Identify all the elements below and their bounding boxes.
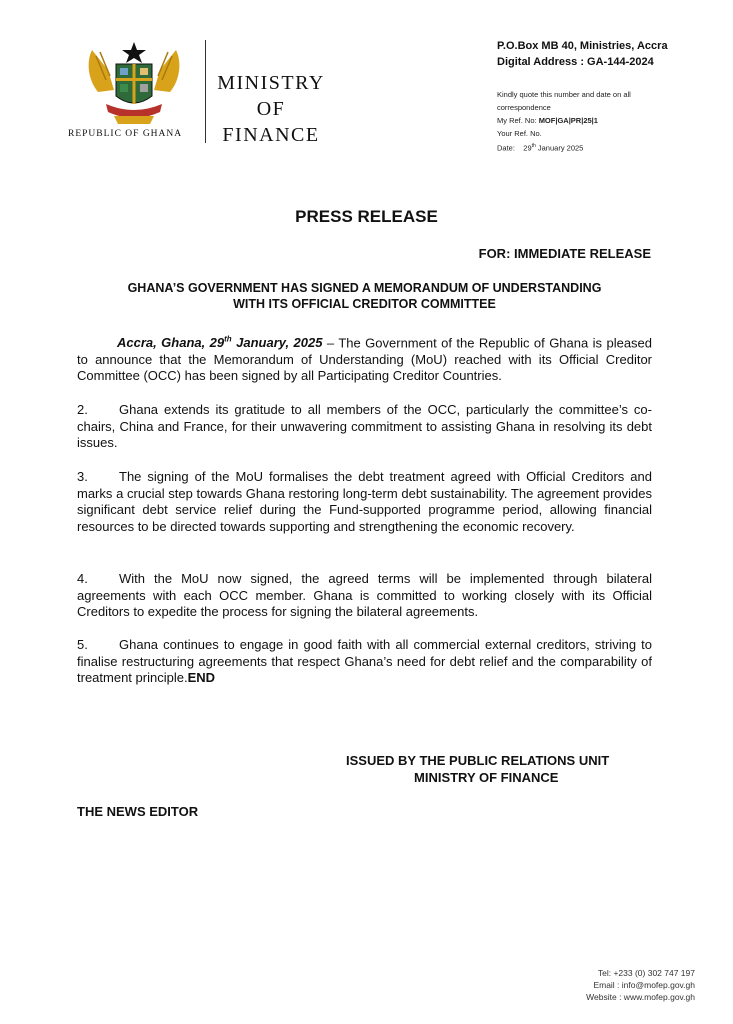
release-instruction: FOR: IMMEDIATE RELEASE [478,246,651,261]
ministry-line-1: MINISTRY [217,72,325,94]
issued-by-line-1: ISSUED BY THE PUBLIC RELATIONS UNIT [346,753,610,768]
ministry-of-finance-wordmark [212,70,330,148]
paragraph-1-text: – The Government of the Republic of Ghana is pleased to announce that the Memorandum of Understanding (MoU) reached with its Official Creditor Committee (OCC) has been signed by all Participating Creditor Countries. [77,335,653,384]
date-line [497,140,631,155]
ministry-line-3: FINANCE [222,124,320,146]
paragraph-4-text: With the MoU now signed, the agreed terms will be implemented through bilateral agreements with each OCC member. Ghana is committed to working closely with its Official Creditors to expedite the process for signing the bilateral agreements. [77,571,652,619]
ministry-line-2: OF [256,98,286,120]
paragraph-3-text: The signing of the MoU formalises the debt treatment agreed with Official Creditors and marks a crucial step towards Ghana restoring long-term debt sustainability. The agreement provides significant debt service relief during the Fund-supported programme period, allowing financial resources to be directed towards supporting and strengthening the economic recovery. [77,469,652,534]
end-marker: END [187,670,216,685]
postal-address [497,38,668,70]
date-day: 29 [523,143,532,153]
my-ref-line [497,114,631,127]
ghana-coat-of-arms-icon [84,40,184,130]
quote-note-1: Kindly quote this number and date on all [497,90,631,99]
paragraph-4-number: 4. [77,571,88,586]
paragraph-5 [77,637,652,687]
paragraph-1 [77,332,652,385]
footer-email: Email : info@mofep.gov.gh [593,980,695,990]
dateline-b: January, 2025 [231,335,323,351]
letterhead-divider [205,40,206,143]
headline-line-1: GHANA’S GOVERNMENT HAS SIGNED A MEMORANDUM OF UNDERSTANDING [127,281,602,295]
address-line-1: P.O.Box MB 40, Ministries, Accra [497,40,668,52]
my-ref-label: My Ref. No: [497,116,537,125]
paragraph-2 [77,402,652,452]
paragraph-4 [77,571,652,621]
dateline-sup: th [224,335,232,344]
dateline [117,335,322,350]
paragraph-3-number: 3. [77,469,88,484]
date-suffix: th [531,143,536,149]
quote-note-2: correspondence [497,103,551,112]
footer-website: Website : www.mofep.gov.gh [586,992,695,1002]
address-line-2: Digital Address : GA-144-2024 [497,56,654,68]
your-ref-label: Your Ref. No. [497,129,542,138]
footer-tel: Tel: +233 (0) 302 747 197 [597,968,695,978]
paragraph-5-number: 5. [77,637,88,652]
paragraph-2-text: Ghana extends its gratitude to all members of the OCC, particularly the committee’s co-chairs, China and France, for their unwavering commitment to assisting Ghana in resolving its debt issues. [77,402,652,450]
date-rest: January 2025 [537,143,584,153]
my-ref-value: MOF|GA|PR|25|1 [538,116,598,125]
release-headline [78,280,651,312]
paragraph-3 [77,469,652,535]
headline-line-2: WITH ITS OFFICIAL CREDITOR COMMITTEE [233,297,496,311]
paragraph-5-text: Ghana continues to engage in good faith with all commercial external creditors, striving to finalise restructuring agreements that respect Ghana’s need for debt relief and the comparability of treatment principle. [77,637,652,685]
republic-of-ghana-label: REPUBLIC OF GHANA [68,129,183,139]
paragraph-2-number: 2. [77,402,88,417]
page-title: PRESS RELEASE [295,207,438,226]
issued-by-line-2: MINISTRY OF FINANCE [414,770,559,785]
date-label: Date: [497,143,515,153]
contact-footer [586,967,695,1003]
news-editor-line: THE NEWS EDITOR [77,804,199,819]
reference-block [497,88,631,155]
dateline-a: Accra, Ghana, 29 [117,335,225,351]
